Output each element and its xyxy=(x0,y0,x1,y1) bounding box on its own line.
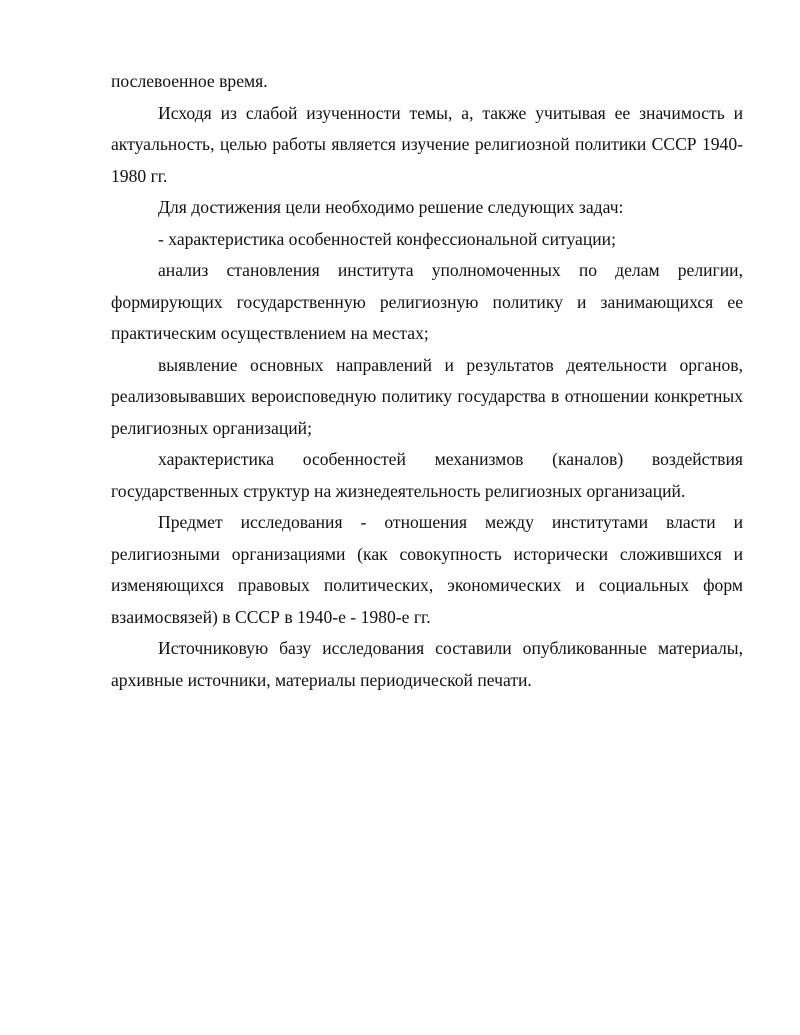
paragraph-tasks-intro: Для достижения цели необходимо решение следующих задач: xyxy=(158,197,624,217)
paragraph-task-2: анализ становления института уполномоченных по делам религии, формирующих государственную религиозную политику и занимающихся ее практическим осуществлением на местах; xyxy=(111,260,743,343)
paragraph-relevance-goal: Исходя из слабой изученности темы, а, также учитывая ее значимость и актуальность, целью работы является изучение религиозной политики СССР 1940-1980 гг. xyxy=(111,102,743,186)
document-page xyxy=(111,66,743,696)
paragraph-sources: Источниковую базу исследования составили опубликованные материалы, архивные источники, материалы периодической печати. xyxy=(111,638,743,690)
paragraph-task-1: - характеристика особенностей конфессиональной ситуации; xyxy=(158,228,616,249)
paragraph-task-4: характеристика особенностей механизмов (каналов) воздействия государственных структур на жизнедеятельность религиозных организаций. xyxy=(111,449,743,501)
paragraph-task-3: выявление основных направлений и результатов деятельности органов, реализовывавших вероисповедную политику государства в отношении конкретных религиозных организаций; xyxy=(111,354,743,438)
paragraph-subject: Предмет исследования - отношения между институтами власти и религиозными организациями (как совокупность исторически сложившихся и изменяющихся правовых политических, экономических и социальных форм взаимосвязей) в СССР в 1940-е - 1980-е гг. xyxy=(111,512,743,627)
paragraph-continuation: послевоенное время. xyxy=(111,71,268,91)
